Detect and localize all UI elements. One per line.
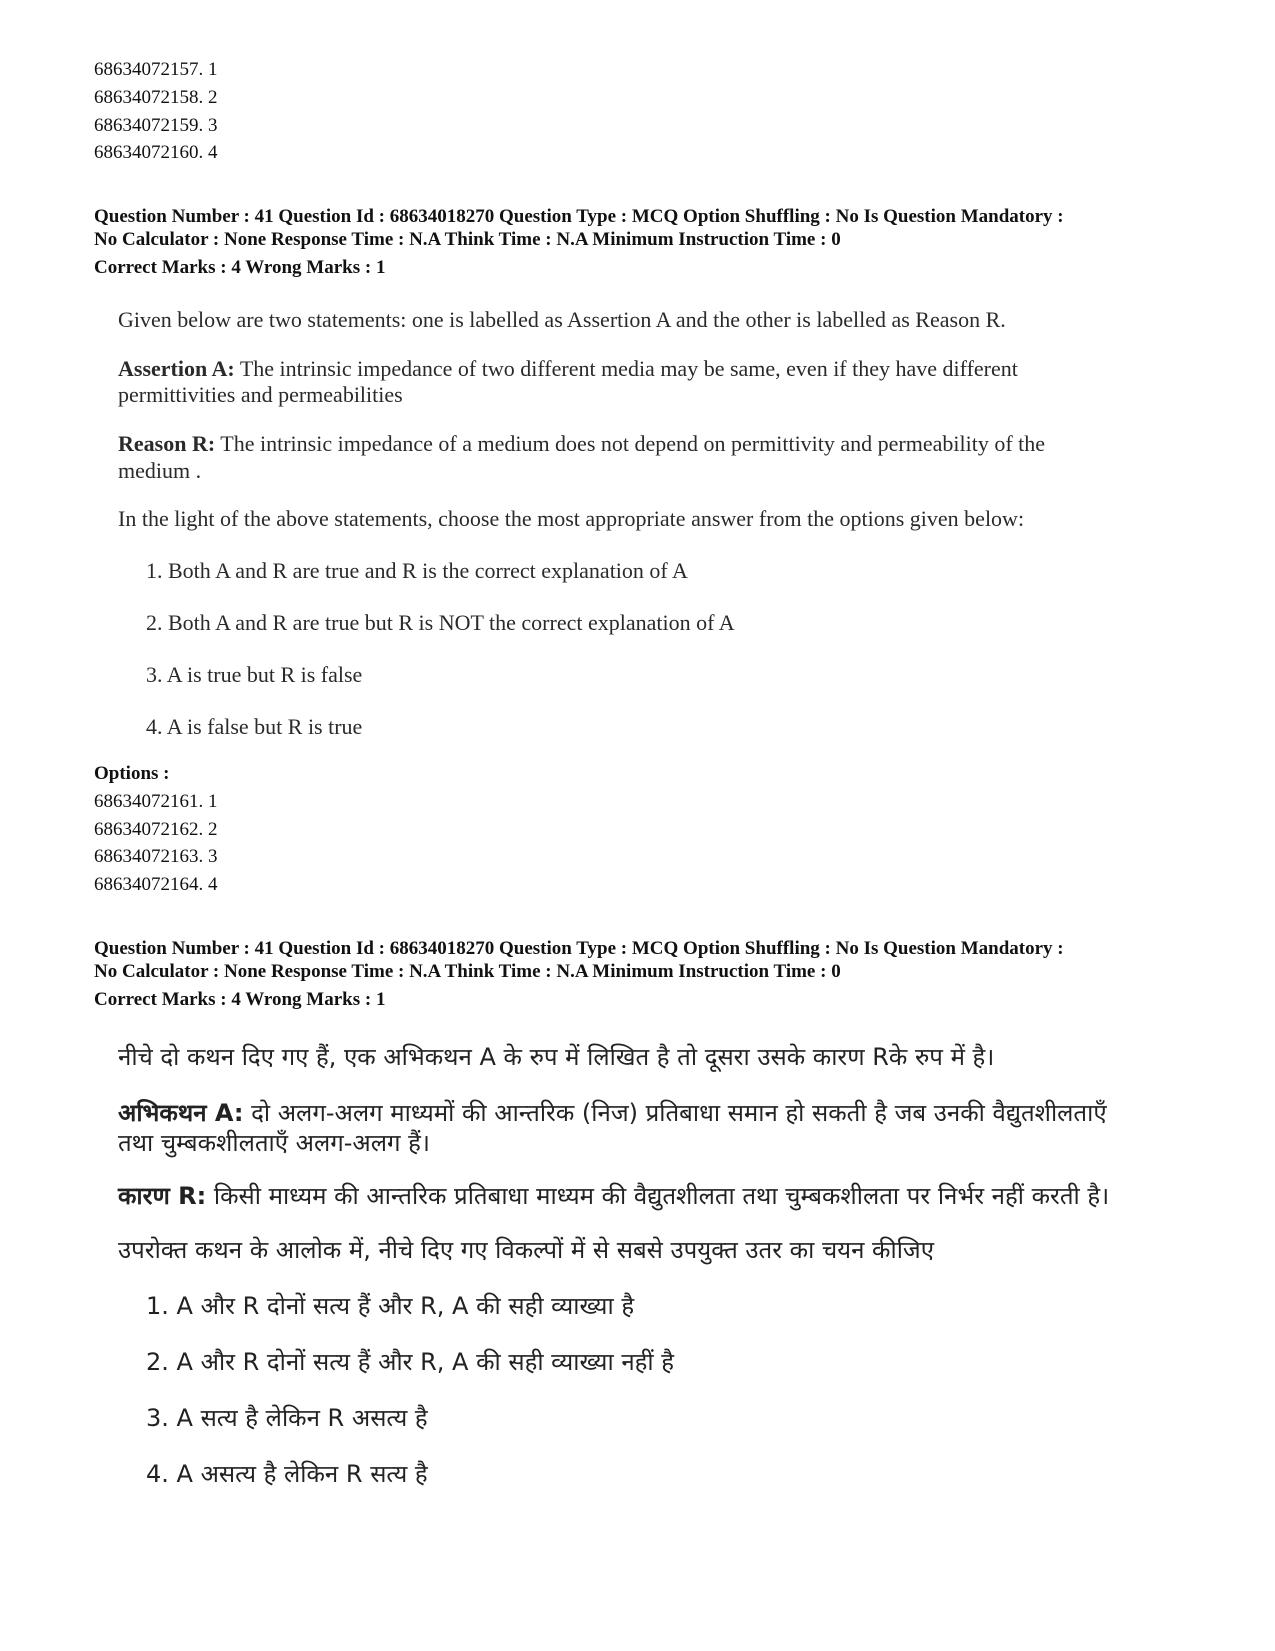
question-meta-line: Question Number : 41 Question Id : 68634018270 Question Type : MCQ Option Shuffling : No Is Question Mandatory : xyxy=(94,206,1064,227)
option-id-line: 68634072159. 3 xyxy=(94,115,218,136)
question-instruction: In the light of the above statements, choose the most appropriate answer from the options given below: xyxy=(118,506,1025,531)
option-id-line: 68634072161. 1 xyxy=(94,791,218,812)
option-id-line: 68634072164. 4 xyxy=(94,874,218,895)
question-meta-line: No Calculator : None Response Time : N.A Think Time : N.A Minimum Instruction Time : 0 xyxy=(94,961,841,982)
assertion-line xyxy=(118,1096,1107,1129)
question-marks: Correct Marks : 4 Wrong Marks : 1 xyxy=(94,257,386,278)
assertion-label: अभिकथन A: xyxy=(118,1099,244,1127)
assertion-label: Assertion A: xyxy=(118,356,235,381)
question-intro: Given below are two statements: one is labelled as Assertion A and the other is labelled as Reason R. xyxy=(118,307,1006,332)
reason-label: कारण R: xyxy=(118,1182,207,1210)
options-label: Options : xyxy=(94,763,170,784)
question-instruction: उपरोक्त कथन के आलोक में, नीचे दिए गए विकल्पों में से सबसे उपयुक्त उतर का चयन कीजिए xyxy=(118,1236,934,1264)
reason-line xyxy=(118,431,1045,457)
question-meta-line: No Calculator : None Response Time : N.A Think Time : N.A Minimum Instruction Time : 0 xyxy=(94,229,841,250)
answer-choice: 2. A और R दोनों सत्य हैं और R, A की सही व्याख्या नहीं है xyxy=(146,1348,674,1376)
option-id-line: 68634072162. 2 xyxy=(94,819,218,840)
question-meta-line: Question Number : 41 Question Id : 68634018270 Question Type : MCQ Option Shuffling : No Is Question Mandatory : xyxy=(94,938,1064,959)
assertion-text: The intrinsic impedance of two different media may be same, even if they have different xyxy=(234,356,1018,381)
option-id-line: 68634072160. 4 xyxy=(94,142,218,163)
option-id-line: 68634072157. 1 xyxy=(94,59,218,80)
answer-choice: 3. A सत्य है लेकिन R असत्य है xyxy=(146,1404,428,1432)
answer-choice: 4. A असत्य है लेकिन R सत्य है xyxy=(146,1460,428,1488)
reason-text: The intrinsic impedance of a medium does not depend on permittivity and permeability of the xyxy=(215,431,1046,456)
question-intro: नीचे दो कथन दिए गए हैं, एक अभिकथन A के रुप में लिखित है तो दूसरा उसके कारण Rके रुप में है। xyxy=(118,1043,995,1071)
assertion-text-continued: तथा चुम्बकशीलताएँ अलग-अलग हैं। xyxy=(118,1129,431,1157)
reason-label: Reason R: xyxy=(118,431,216,456)
assertion-line xyxy=(118,356,1018,382)
option-id-line: 68634072163. 3 xyxy=(94,846,218,867)
answer-choice: 1. A और R दोनों सत्य हैं और R, A की सही व्याख्या है xyxy=(146,1292,635,1320)
reason-line xyxy=(118,1179,1109,1212)
question-marks: Correct Marks : 4 Wrong Marks : 1 xyxy=(94,989,386,1010)
assertion-text: दो अलग-अलग माध्यमों की आन्तरिक (निज) प्रतिबाधा समान हो सकती है जब उनकी वैद्युतशीलताएँ xyxy=(243,1099,1107,1127)
answer-choice: 2. Both A and R are true but R is NOT the correct explanation of A xyxy=(146,610,735,635)
reason-text: किसी माध्यम की आन्तरिक प्रतिबाधा माध्यम की वैद्युतशीलता तथा चुम्बकशीलता पर निर्भर नहीं करती है। xyxy=(206,1182,1110,1210)
option-id-line: 68634072158. 2 xyxy=(94,87,218,108)
answer-choice: 3. A is true but R is false xyxy=(146,662,363,687)
answer-choice: 1. Both A and R are true and R is the correct explanation of A xyxy=(146,558,688,583)
reason-text-continued: medium . xyxy=(118,458,202,483)
assertion-text-continued: permittivities and permeabilities xyxy=(118,382,403,407)
answer-choice: 4. A is false but R is true xyxy=(146,714,363,739)
